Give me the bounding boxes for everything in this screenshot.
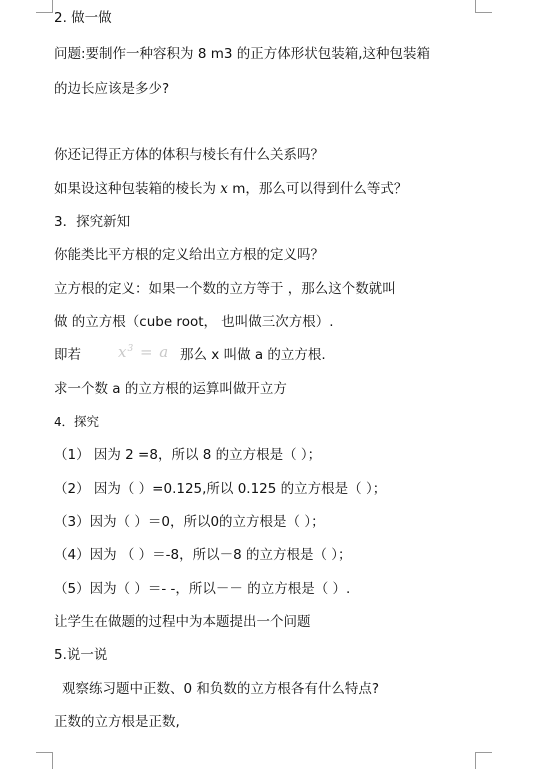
analogy-question: 你能类比平方根的定义给出立方根的定义吗？ [54, 247, 324, 263]
problem-line-2: 的边长应该是多少? [54, 81, 170, 97]
observe-question: 观察练习题中正数、0 和负数的立方根各有什么特点? [62, 681, 380, 697]
cube-root-statement: 那么 x 叫做 a 的立方根. [180, 347, 326, 363]
volume-question: 你还记得正方体的体积与棱长有什么关系吗？ [54, 147, 324, 163]
equation-question-end: m，那么可以得到什么等式？ [232, 181, 408, 197]
crop-mark-bottom-right [475, 752, 492, 769]
crop-mark-bottom-left [36, 752, 53, 769]
equation-question-start: 如果设这种包装箱的棱长为 [54, 181, 216, 197]
exercise-note: 让学生在做题的过程中为本题提出一个问题 [54, 614, 311, 630]
variable-x: x [220, 181, 228, 197]
section-4-heading: 4．探究 [54, 414, 100, 429]
crop-mark-top-right [475, 0, 492, 13]
exercise-3: （3）因为（ ）＝0，所以0的立方根是（ ）； [54, 514, 325, 530]
equation-image: $x^3 = a$ [118, 343, 170, 361]
section-2-heading: 2. 做一做 [54, 10, 112, 26]
exercise-4: （4）因为 （ ）＝-8，所以－8 的立方根是（ ）； [54, 547, 352, 563]
section-5-heading: 5.说一说 [54, 647, 108, 663]
definition-line-2: 做 的立方根（cube root， 也叫做三次方根）. [54, 314, 334, 330]
if-label: 即若 [54, 347, 81, 363]
crop-mark-top-left [36, 0, 53, 13]
equation-question [54, 180, 407, 198]
positive-answer: 正数的立方根是正数, [54, 714, 180, 730]
cube-root-operation: 求一个数 a 的立方根的运算叫做开立方 [54, 381, 287, 397]
definition-line-1: 立方根的定义：如果一个数的立方等于 ，那么这个数就叫 [54, 281, 396, 297]
problem-line-1: 问题:要制作一种容积为 8 m3 的正方体形状包装箱,这种包装箱 [54, 46, 431, 62]
exercise-2: （2） 因为（ ）=0.125,所以 0.125 的立方根是（ ）； [54, 481, 387, 497]
section-3-heading: 3．探究新知 [54, 214, 131, 230]
exercise-5: （5）因为（ ）＝- -，所以－－ 的立方根是（ ）. [54, 581, 351, 597]
exercise-1: （1） 因为 2 =8，所以 8 的立方根是（ ）； [54, 447, 322, 463]
